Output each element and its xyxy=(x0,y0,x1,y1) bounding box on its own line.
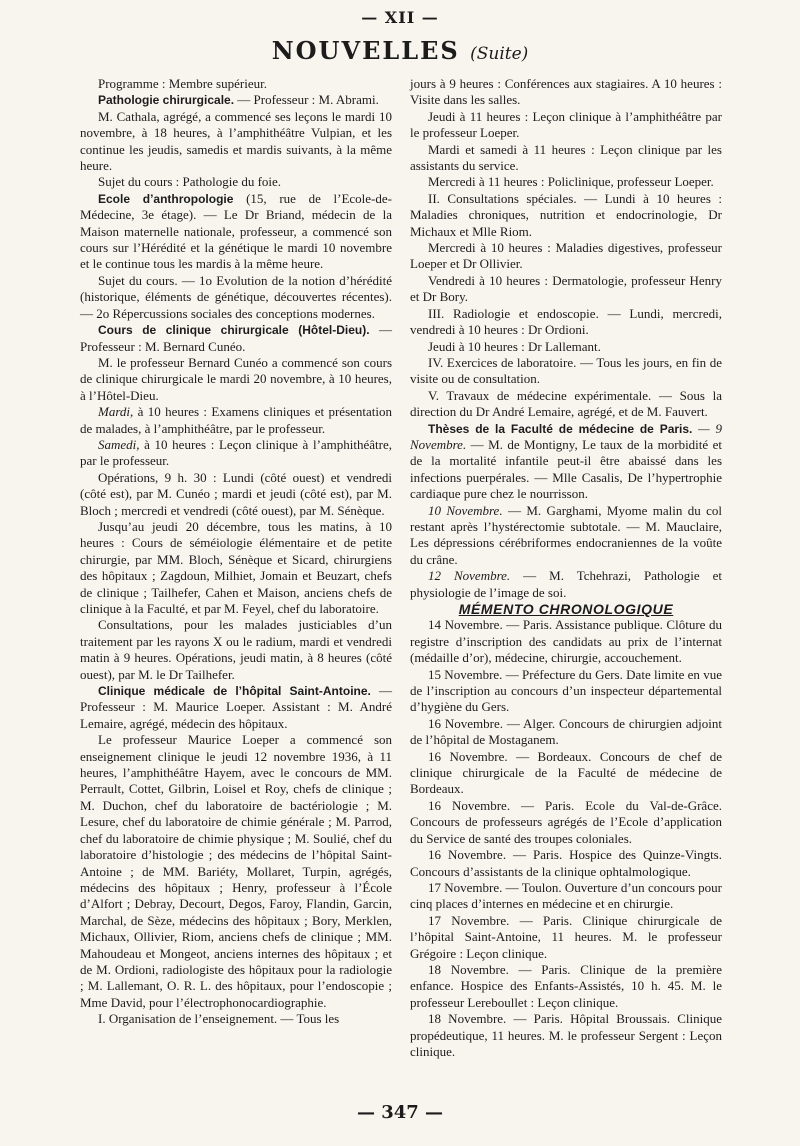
paragraph: Programme : Membre supérieur. xyxy=(98,76,267,91)
date-label: — 9 Novembre. xyxy=(410,420,723,452)
memento-entry: 17 Novembre. — Paris. Clinique chirurgicale de l’hôpital Saint-Antoine, 11 heures. M. le professeur Grégoire : Leçon clinique. xyxy=(410,912,722,961)
paragraph: V. Travaux de médecine expérimentale. — Sous la direction du Dr André Lemaire, agrégé, et de M. Fauvert. xyxy=(410,387,722,420)
paragraph-text: à 10 heures : Examens cliniques et présentation de malades, à l’amphithéâtre, par le professeur. xyxy=(80,404,392,436)
paragraph xyxy=(80,92,392,108)
paragraph: Sujet du cours. — 1o Evolution de la notion d’hérédité (historique, éléments de génétique, découvertes récentes). — 2o Répercussions sociales des conceptions modernes. xyxy=(80,272,392,321)
memento-entry: 16 Novembre. — Paris. Hospice des Quinze-Vingts. Concours d’assistants de la clinique ophtalmologique. xyxy=(410,847,722,879)
paragraph xyxy=(80,191,392,273)
paragraph: Mardi et samedi à 11 heures : Leçon clinique par les assistants du service. xyxy=(410,141,722,174)
paragraph-text: (15, rue de l’Ecole-de-Médecine, 3e étage). — Le Dr Briand, médecin de la Maison maternelle nationale, professeur, a commencé son cours sur l’Hérédité et la génétique le mardi 10 novembre et le continue tous les mardis à la même heure. xyxy=(80,190,392,272)
paragraph-text: — M. de Montigny, Le taux de la morbidité et de la mortalité infantile peut-il être abaissé dans les infections puerpérales. — Mlle Casalis, De l’hypertrophie cardiaque pure chez le nourrisson. xyxy=(410,436,722,502)
page-title xyxy=(0,36,800,65)
memento-entry: 15 Novembre. — Préfecture du Gers. Date limite en vue de l’inscription au concours d’un inspecteur départemental d’hygiène du Gers. xyxy=(410,666,722,715)
paragraph: M. le professeur Bernard Cunéo a commencé son cours de clinique chirurgicale le mardi 20 novembre, à 10 heures, à l’Hôtel-Dieu. xyxy=(80,354,392,403)
paragraph xyxy=(80,404,392,437)
right-column xyxy=(410,76,722,1060)
day-label: Mardi, xyxy=(98,404,134,420)
paragraph: I. Organisation de l’enseignement. — Tous les xyxy=(98,1011,340,1027)
memento-entry: 14 Novembre. — Paris. Assistance publique. Clôture du registre d’inscription des candidats au prix de l’internat (médaille d’or), médecine, chirurgie, accouchement. xyxy=(410,617,722,666)
paragraph-text: à 10 heures : Leçon clinique à l’amphithéâtre, par le professeur. xyxy=(80,436,392,469)
section-heading: Clinique médicale de l’hôpital Saint-Antoine. xyxy=(98,684,371,699)
paragraph: jours à 9 heures : Conférences aux stagiaires. A 10 heures : Visite dans les salles. xyxy=(410,76,722,108)
left-column xyxy=(80,76,392,1028)
paragraph: Vendredi à 10 heures : Dermatologie, professeur Henry et Dr Bory. xyxy=(410,272,722,305)
memento-entry: 18 Novembre. — Paris. Clinique de la première enfance. Hospice des Enfants-Assistés, 10 h. 45. M. le professeur Lereboullet : Leçon clinique. xyxy=(410,961,722,1010)
paragraph-text: — Professeur : M. Bernard Cunéo. xyxy=(80,322,393,354)
page-number: — 347 — xyxy=(356,1102,444,1123)
paragraph: Jeudi à 11 heures : Leçon clinique à l’amphithéâtre par le professeur Loeper. xyxy=(410,108,722,141)
date-label: 12 Novembre. xyxy=(428,568,511,584)
paragraph-text: — M. Tchehrazi, Pathologie et physiologie de l’image de soi. xyxy=(410,568,722,600)
paragraph xyxy=(410,503,722,569)
section-heading: Cours de clinique chirurgicale (Hôtel-Dieu). xyxy=(98,323,370,338)
paragraph: Le professeur Maurice Loeper a commencé son enseignement clinique le jeudi 12 novembre 1936, à 11 heures, l’amphithéâtre Hayem, avec le concours de MM. Perrault, Cottet, Gilbrin, Loisel et Roy, chefs de clinique ; M. Duchon, chef du laboratoire de bactériologie ; M. Lesure, chef du laboratoire de chimie générale ; M. Parrod, chef du laboratoire de chimie physique ; M. Soulié, chef du laboratoire d’histologie ; des médecins de l’hôpital Saint-Antoine ; de MM. Bariéty, Mollaret, Turpin, agrégés, médecins des hôpitaux ; Henry, professeur à l’École d’Alfort ; Debray, Decourt, Degos, Faroy, Flandin, Garcin, Marchal, de Sèze, médecins des hôpitaux ; Bory, Merklen, Michaux, Ollivier, Riom, anciens chefs de clinique ; MM. Mahoudeau et Mongeot, anciens internes des hôpitaux ; et de M. Ordioni, radiologiste des hôpitaux pour la radiologie ; M. Lallemant, O. R. L. des hôpitaux, pour l’endoscopie ; Mme David, pour l’électrophonocardiographie. xyxy=(80,732,392,1010)
paragraph: Opérations, 9 h. 30 : Lundi (côté ouest) et vendredi (côté est), par M. Cunéo ; mardi et jeudi (côté est), par M. Bloch ; mercredi et vendredi (côté ouest), par M. Sénèque. xyxy=(80,469,392,518)
paragraph xyxy=(410,421,722,503)
paragraph xyxy=(410,568,722,601)
paragraph: Jeudi à 10 heures : Dr Lallemant. xyxy=(428,338,601,354)
paragraph xyxy=(80,683,392,732)
paragraph: III. Radiologie et endoscopie. — Lundi, mercredi, vendredi à 10 heures : Dr Ordioni. xyxy=(410,305,722,338)
title-suite: (Suite) xyxy=(470,44,529,64)
paragraph-text: — Professeur : M. Abrami. xyxy=(234,92,379,108)
date-label: 10 Novembre. xyxy=(428,502,503,518)
paragraph: II. Consultations spéciales. — Lundi à 10 heures : Maladies chroniques, nutrition et endocrinologie, Dr Michaux et Mlle Riom. xyxy=(410,190,722,239)
paragraph-text: — M. Garghami, Myome malin du col restant après l’hystérectomie subtotale. — M. Mauclaire, Les dépressions cérébriformes endocraniennes de la voûte du crâne. xyxy=(410,502,723,567)
memento-entry: 16 Novembre. — Bordeaux. Concours de chef de clinique chirurgicale de la Faculté de médecine de Bordeaux. xyxy=(410,748,722,797)
day-label: Samedi, xyxy=(98,436,140,452)
section-heading: Ecole d’anthropologie xyxy=(98,191,234,206)
paragraph xyxy=(80,322,392,355)
paragraph: Sujet du cours : Pathologie du foie. xyxy=(98,174,282,190)
section-heading: Thèses de la Faculté de médecine de Paris. xyxy=(428,421,693,436)
memento-heading xyxy=(410,601,722,617)
paragraph: Jusqu’au jeudi 20 décembre, tous les matins, à 10 heures : Cours de séméiologie élémentaire et de petite chirurgie, par MM. Bloch, Sénèque et Sicard, chirurgiens des hôpitaux ; Zagdoun, Milhiet, Jomain et Beuzart, chefs de clinique ; Tailhefer, Cahen et Maison, anciens chefs de clinique à la Faculté, et par M. Feyel, chef du laboratoire. xyxy=(80,518,392,616)
title-text: NOUVELLES xyxy=(271,36,460,65)
paragraph: IV. Exercices de laboratoire. — Tous les jours, en fin de visite ou de consultation. xyxy=(410,354,722,387)
paragraph xyxy=(80,437,392,470)
paragraph: Mercredi à 10 heures : Maladies digestives, professeur Loeper et Dr Ollivier. xyxy=(410,240,722,272)
paragraph: M. Cathala, agrégé, a commencé ses leçons le mardi 10 novembre, à 18 heures, à l’amphithéâtre Vulpian, et les continue les jeudis, samedis et mardis suivants, à la même heure. xyxy=(80,108,392,174)
paragraph: Consultations, pour les malades justiciables d’un traitement par les rayons X ou le radium, mardi et vendredi matin à 9 heures. Opérations, jeudi matin, à 8 heures (côté ouest), par M. le Dr Tailhefer. xyxy=(80,617,392,682)
header-page-roman: — XII — xyxy=(361,8,439,27)
memento-entry: 17 Novembre. — Toulon. Ouverture d’un concours pour cinq places d’internes en médecine et en chirurgie. xyxy=(410,879,722,912)
memento-entry: 16 Novembre. — Paris. Ecole du Val-de-Grâce. Concours de professeurs agrégés de l’Ecole d’application du Service de santé des troupes coloniales. xyxy=(410,797,722,846)
memento-entry: 18 Novembre. — Paris. Hôpital Broussais. Clinique propédeutique, 11 heures. M. le professeur Sergent : Leçon clinique. xyxy=(410,1011,722,1059)
memento-heading-text: MÉMENTO CHRONOLOGIQUE xyxy=(458,601,674,617)
paragraph-text: — Professeur : M. Maurice Loeper. Assistant : M. André Lemaire, agrégé, médecin des hôpitaux. xyxy=(80,683,393,731)
section-heading: Pathologie chirurgicale. xyxy=(98,93,235,108)
memento-entry: 16 Novembre. — Alger. Concours de chirurgien adjoint de l’hôpital de Mostaganem. xyxy=(410,715,722,748)
paragraph: Mercredi à 11 heures : Policlinique, professeur Loeper. xyxy=(428,174,714,190)
